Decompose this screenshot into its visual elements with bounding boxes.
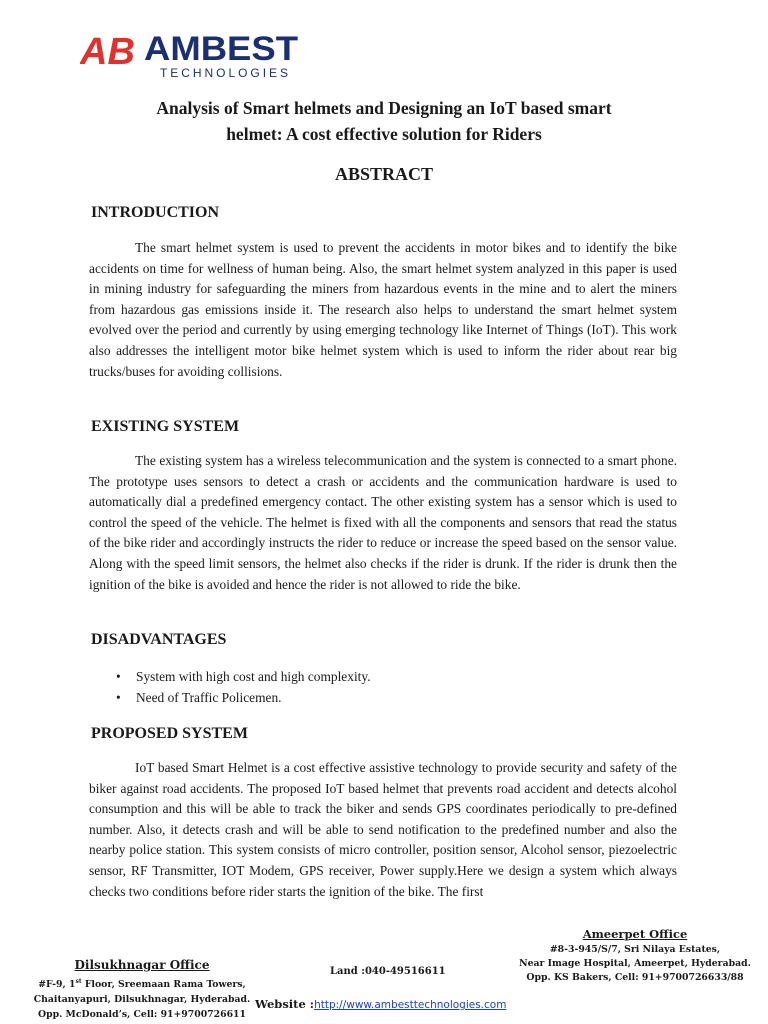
ameerpet-office-title: Ameerpet Office [582,927,688,941]
list-item [89,687,371,708]
bullet-icon: • [116,690,121,705]
title-line-2: helmet: A cost effective solution for Riders [226,124,542,144]
ameerpet-address-line-2: Near Image Hospital, Ameerpet, Hyderabad. [519,958,751,969]
list-item [89,666,371,687]
ameerpet-address-line-3: Opp. KS Bakers, Cell: 91+9700726633/88 [526,972,744,983]
ameerpet-office-address [510,926,760,985]
ameerpet-address-line-1: #8-3-945/S/7, Sri Nilaya Estates, [549,944,721,955]
dilsukhnagar-office-address [22,956,262,1022]
introduction-paragraph: The smart helmet system is used to prevent the accidents in motor bikes and to identify the bike accidents on time for wellness of human being. Also, the smart helmet system analyzed in this paper is used in mining industry for safeguarding the miners from hazardous events in the mine and to alert the miners from hazardous gas emissions inside it. The research also helps to understand the smart helmet system evolved over the period and currently by using emerging technology like Internet of Things (IoT). This work also addresses the intelligent motor bike helmet system which is used to inform the rider about rear big trucks/buses for avoiding collisions. [89,240,677,379]
abstract-heading: ABSTRACT [334,164,434,184]
proposed-system-heading: PROPOSED SYSTEM [91,725,248,742]
website-line [255,997,506,1011]
logo-initials: AB [80,31,135,73]
dilsukhnagar-address-line-1 [22,974,262,992]
address-part: #F-9, 1 [38,979,76,991]
address-part: Floor, Sreemaan Rama Towers, [81,979,246,991]
existing-system-paragraph: The existing system has a wireless telecommunication and the system is connected to a smart phone. The prototype uses sensors to detect a crash or accidents and the communication hardware is used to automatically dial a predefined emergency contact. The other existing system has a sensor which is used to control the speed of the vehicle. The helmet is fixed with all the components and sensors that read the status of the bike rider and accordingly instructs the rider to reduce or increase the speed based on the sensor value. Along with the speed limit sensors, the helmet also checks if the rider is drunk. If the rider is drunk then the ignition of the bike is avoided and hence the rider is not allowed to ride the bike. [89,453,677,592]
disadvantages-heading: DISADVANTAGES [91,631,227,648]
bullet-icon: • [116,669,121,684]
landline-number: Land :040-49516611 [330,966,446,977]
website-link[interactable]: http://www.ambesttechnologies.com [314,999,507,1011]
list-item-text: System with high cost and high complexity. [136,669,371,684]
company-logo [80,22,300,80]
logo-name: AMBEST [144,30,299,68]
paper-title [40,95,728,147]
website-label: Website : [255,997,315,1011]
list-item-text: Need of Traffic Policemen. [136,690,282,705]
address-superscript: st [75,978,82,985]
proposed-system-paragraph: IoT based Smart Helmet is a cost effective assistive technology to provide security and safety of the biker against road accidents. The proposed IoT based helmet that prevents road accident and detects alcohol consumption and this will be able to track the biker and sends GPS coordinates periodically to pre-defined number. Also, it detects crash and will be able to send notification to the predefined number and also the nearby police station. This system consists of micro controller, position sensor, Alcohol sensor, piezoelectric sensor, RF Transmitter, IOT Modem, GPS receiver, Power supply.Here we design a system which always checks two conditions before rider starts the ignition of the bike. The first [89,760,677,899]
title-line-1: Analysis of Smart helmets and Designing an IoT based smart [156,98,612,118]
existing-system-heading: EXISTING SYSTEM [91,418,240,435]
dilsukhnagar-address-line-3: Opp. McDonald’s, Cell: 91+9700726611 [37,1009,246,1021]
dilsukhnagar-address-line-2: Chaitanyapuri, Dilsukhnagar, Hyderabad. [33,994,251,1006]
introduction-heading: INTRODUCTION [91,204,220,221]
dilsukhnagar-office-title: Dilsukhnagar Office [74,958,210,972]
logo-tagline: TECHNOLOGIES [160,66,288,80]
disadvantages-list [89,666,371,708]
